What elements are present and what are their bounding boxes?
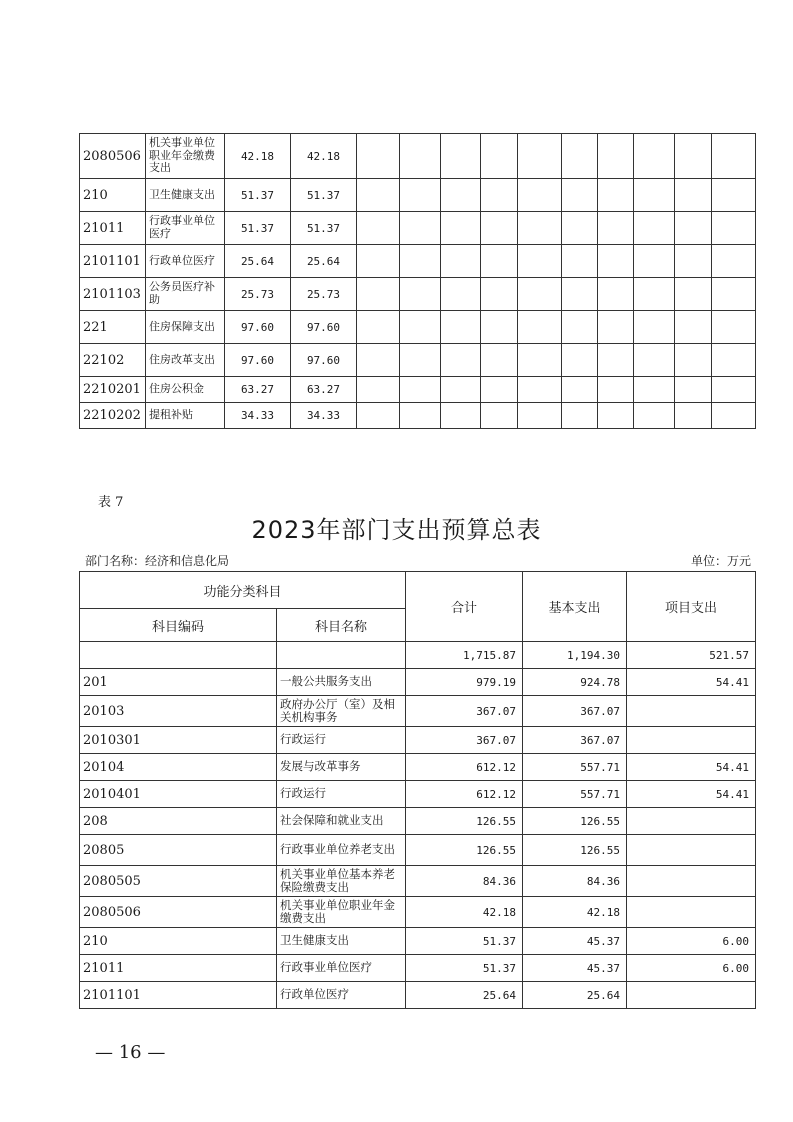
code-cell: 210 — [80, 179, 146, 212]
basic-cell: 42.18 — [523, 897, 627, 928]
name-cell: 公务员医疗补助 — [146, 278, 225, 311]
basic-cell: 25.64 — [291, 245, 357, 278]
name-cell: 行政运行 — [277, 727, 406, 754]
table-row — [80, 955, 756, 982]
name-cell: 发展与改革事务 — [277, 754, 406, 781]
table-row — [80, 134, 756, 179]
project-cell — [627, 982, 756, 1009]
total-cell: 97.60 — [225, 344, 291, 377]
project-cell: 6.00 — [627, 928, 756, 955]
empty-cell — [562, 212, 598, 245]
code-cell: 2210201 — [80, 377, 146, 403]
empty-cell — [357, 344, 400, 377]
code-cell — [80, 642, 277, 669]
basic-cell: 51.37 — [291, 212, 357, 245]
empty-cell — [634, 311, 675, 344]
name-cell: 行政单位医疗 — [146, 245, 225, 278]
total-cell: 367.07 — [406, 696, 523, 727]
table-row — [80, 344, 756, 377]
basic-cell: 367.07 — [523, 727, 627, 754]
basic-cell: 1,194.30 — [523, 642, 627, 669]
total-cell: 612.12 — [406, 781, 523, 808]
empty-cell — [518, 403, 562, 429]
empty-cell — [518, 311, 562, 344]
project-cell — [627, 727, 756, 754]
empty-cell — [712, 134, 756, 179]
empty-cell — [712, 311, 756, 344]
empty-cell — [441, 278, 481, 311]
total-cell: 51.37 — [406, 955, 523, 982]
basic-cell: 34.33 — [291, 403, 357, 429]
empty-cell — [598, 278, 634, 311]
empty-cell — [675, 245, 712, 278]
table-row — [80, 754, 756, 781]
empty-cell — [634, 212, 675, 245]
code-cell: 2010401 — [80, 781, 277, 808]
name-cell: 一般公共服务支出 — [277, 669, 406, 696]
empty-cell — [481, 179, 518, 212]
code-cell: 221 — [80, 311, 146, 344]
table-row — [80, 781, 756, 808]
empty-cell — [712, 212, 756, 245]
name-cell: 住房公积金 — [146, 377, 225, 403]
name-cell: 住房保障支出 — [146, 311, 225, 344]
name-cell: 政府办公厅（室）及相关机构事务 — [277, 696, 406, 727]
code-cell: 2080506 — [80, 134, 146, 179]
project-cell — [627, 696, 756, 727]
empty-cell — [441, 377, 481, 403]
basic-cell: 45.37 — [523, 928, 627, 955]
empty-cell — [562, 179, 598, 212]
empty-cell — [518, 377, 562, 403]
empty-cell — [712, 403, 756, 429]
table-row — [80, 808, 756, 835]
empty-cell — [441, 311, 481, 344]
total-cell: 126.55 — [406, 808, 523, 835]
header-name: 科目名称 — [277, 609, 406, 642]
empty-cell — [598, 245, 634, 278]
code-cell: 20805 — [80, 835, 277, 866]
code-cell: 2101101 — [80, 982, 277, 1009]
code-cell: 21011 — [80, 212, 146, 245]
project-cell: 54.41 — [627, 781, 756, 808]
unit-label: 单位：万元 — [690, 554, 751, 568]
empty-cell — [400, 344, 441, 377]
empty-cell — [518, 179, 562, 212]
name-cell: 行政事业单位医疗 — [146, 212, 225, 245]
code-cell: 2080506 — [80, 897, 277, 928]
basic-cell: 97.60 — [291, 344, 357, 377]
table-row — [80, 897, 756, 928]
empty-cell — [675, 278, 712, 311]
empty-cell — [598, 212, 634, 245]
empty-cell — [712, 344, 756, 377]
empty-cell — [712, 377, 756, 403]
code-cell: 2010301 — [80, 727, 277, 754]
name-cell: 机关事业单位职业年金缴费支出 — [146, 134, 225, 179]
project-cell: 6.00 — [627, 955, 756, 982]
basic-cell: 25.73 — [291, 278, 357, 311]
total-cell: 97.60 — [225, 311, 291, 344]
name-cell: 行政运行 — [277, 781, 406, 808]
table-row — [80, 727, 756, 754]
continuation-table — [79, 133, 756, 429]
empty-cell — [562, 245, 598, 278]
basic-cell: 51.37 — [291, 179, 357, 212]
empty-cell — [562, 344, 598, 377]
basic-cell: 25.64 — [523, 982, 627, 1009]
empty-cell — [400, 134, 441, 179]
name-cell: 提租补贴 — [146, 403, 225, 429]
table-row — [80, 278, 756, 311]
total-cell: 63.27 — [225, 377, 291, 403]
total-cell: 51.37 — [406, 928, 523, 955]
project-cell — [627, 866, 756, 897]
table-row — [80, 403, 756, 429]
page-title: 2023年部门支出预算总表 — [251, 516, 542, 544]
empty-cell — [562, 311, 598, 344]
table-row — [80, 179, 756, 212]
empty-cell — [598, 179, 634, 212]
project-cell — [627, 897, 756, 928]
empty-cell — [400, 403, 441, 429]
empty-cell — [518, 212, 562, 245]
total-cell: 42.18 — [406, 897, 523, 928]
empty-cell — [481, 278, 518, 311]
name-cell: 卫生健康支出 — [277, 928, 406, 955]
table-row — [80, 982, 756, 1009]
header-code: 科目编码 — [80, 609, 277, 642]
empty-cell — [598, 311, 634, 344]
table-label: 表 7 — [98, 495, 124, 510]
name-cell: 行政事业单位医疗 — [277, 955, 406, 982]
header-project: 项目支出 — [627, 572, 756, 642]
empty-cell — [634, 344, 675, 377]
basic-cell: 557.71 — [523, 754, 627, 781]
empty-cell — [357, 403, 400, 429]
empty-cell — [562, 377, 598, 403]
code-cell: 20104 — [80, 754, 277, 781]
basic-cell: 126.55 — [523, 835, 627, 866]
code-cell: 20103 — [80, 696, 277, 727]
name-cell: 机关事业单位基本养老保险缴费支出 — [277, 866, 406, 897]
table-row — [80, 696, 756, 727]
empty-cell — [634, 245, 675, 278]
code-cell: 2080505 — [80, 866, 277, 897]
empty-cell — [481, 311, 518, 344]
basic-cell: 84.36 — [523, 866, 627, 897]
empty-cell — [518, 245, 562, 278]
basic-cell: 45.37 — [523, 955, 627, 982]
empty-cell — [400, 179, 441, 212]
empty-cell — [441, 179, 481, 212]
empty-cell — [357, 278, 400, 311]
empty-cell — [712, 245, 756, 278]
empty-cell — [357, 134, 400, 179]
empty-cell — [675, 212, 712, 245]
empty-cell — [675, 403, 712, 429]
empty-cell — [562, 134, 598, 179]
total-cell: 979.19 — [406, 669, 523, 696]
name-cell: 行政事业单位养老支出 — [277, 835, 406, 866]
name-cell — [277, 642, 406, 669]
empty-cell — [598, 134, 634, 179]
header-basic: 基本支出 — [523, 572, 627, 642]
empty-cell — [518, 344, 562, 377]
empty-cell — [562, 403, 598, 429]
table-row — [80, 311, 756, 344]
total-cell: 84.36 — [406, 866, 523, 897]
code-cell: 208 — [80, 808, 277, 835]
code-cell: 2210202 — [80, 403, 146, 429]
empty-cell — [598, 403, 634, 429]
empty-cell — [481, 344, 518, 377]
empty-cell — [441, 403, 481, 429]
empty-cell — [562, 278, 598, 311]
empty-cell — [400, 245, 441, 278]
total-cell: 25.73 — [225, 278, 291, 311]
empty-cell — [357, 377, 400, 403]
empty-cell — [400, 212, 441, 245]
project-cell — [627, 808, 756, 835]
basic-cell: 367.07 — [523, 696, 627, 727]
total-cell: 1,715.87 — [406, 642, 523, 669]
basic-cell: 557.71 — [523, 781, 627, 808]
empty-cell — [357, 212, 400, 245]
table-row — [80, 377, 756, 403]
empty-cell — [357, 179, 400, 212]
budget-table — [79, 571, 756, 1009]
empty-cell — [481, 134, 518, 179]
empty-cell — [400, 311, 441, 344]
empty-cell — [712, 179, 756, 212]
table-row — [80, 212, 756, 245]
total-cell: 367.07 — [406, 727, 523, 754]
empty-cell — [675, 179, 712, 212]
code-cell: 2101101 — [80, 245, 146, 278]
total-cell: 612.12 — [406, 754, 523, 781]
empty-cell — [598, 344, 634, 377]
table-row — [80, 866, 756, 897]
total-cell: 25.64 — [406, 982, 523, 1009]
code-cell: 210 — [80, 928, 277, 955]
table-row — [80, 669, 756, 696]
total-cell: 34.33 — [225, 403, 291, 429]
empty-cell — [400, 377, 441, 403]
empty-cell — [675, 377, 712, 403]
project-cell: 521.57 — [627, 642, 756, 669]
empty-cell — [441, 212, 481, 245]
empty-cell — [634, 278, 675, 311]
empty-cell — [400, 278, 441, 311]
code-cell: 201 — [80, 669, 277, 696]
empty-cell — [357, 311, 400, 344]
basic-cell: 924.78 — [523, 669, 627, 696]
code-cell: 22102 — [80, 344, 146, 377]
name-cell: 机关事业单位职业年金缴费支出 — [277, 897, 406, 928]
empty-cell — [675, 311, 712, 344]
empty-cell — [441, 245, 481, 278]
name-cell: 住房改革支出 — [146, 344, 225, 377]
department-name: 部门名称：经济和信息化局 — [85, 554, 230, 568]
table-row — [80, 642, 756, 669]
empty-cell — [481, 212, 518, 245]
empty-cell — [481, 403, 518, 429]
code-cell: 2101103 — [80, 278, 146, 311]
empty-cell — [634, 403, 675, 429]
total-cell: 25.64 — [225, 245, 291, 278]
empty-cell — [675, 344, 712, 377]
empty-cell — [675, 134, 712, 179]
total-cell: 51.37 — [225, 179, 291, 212]
empty-cell — [634, 377, 675, 403]
empty-cell — [481, 245, 518, 278]
empty-cell — [357, 245, 400, 278]
header-total: 合计 — [406, 572, 523, 642]
empty-cell — [598, 377, 634, 403]
name-cell: 卫生健康支出 — [146, 179, 225, 212]
total-cell: 42.18 — [225, 134, 291, 179]
empty-cell — [481, 377, 518, 403]
empty-cell — [518, 134, 562, 179]
total-cell: 126.55 — [406, 835, 523, 866]
basic-cell: 126.55 — [523, 808, 627, 835]
empty-cell — [441, 134, 481, 179]
name-cell: 行政单位医疗 — [277, 982, 406, 1009]
code-cell: 21011 — [80, 955, 277, 982]
empty-cell — [634, 179, 675, 212]
basic-cell: 42.18 — [291, 134, 357, 179]
basic-cell: 97.60 — [291, 311, 357, 344]
empty-cell — [518, 278, 562, 311]
empty-cell — [634, 134, 675, 179]
basic-cell: 63.27 — [291, 377, 357, 403]
project-cell: 54.41 — [627, 669, 756, 696]
empty-cell — [712, 278, 756, 311]
total-cell: 51.37 — [225, 212, 291, 245]
table-row — [80, 835, 756, 866]
project-cell: 54.41 — [627, 754, 756, 781]
table-row — [80, 928, 756, 955]
name-cell: 社会保障和就业支出 — [277, 808, 406, 835]
empty-cell — [441, 344, 481, 377]
table-row — [80, 245, 756, 278]
project-cell — [627, 835, 756, 866]
page-number: — 16 — — [95, 1042, 166, 1063]
header-category: 功能分类科目 — [80, 572, 406, 609]
